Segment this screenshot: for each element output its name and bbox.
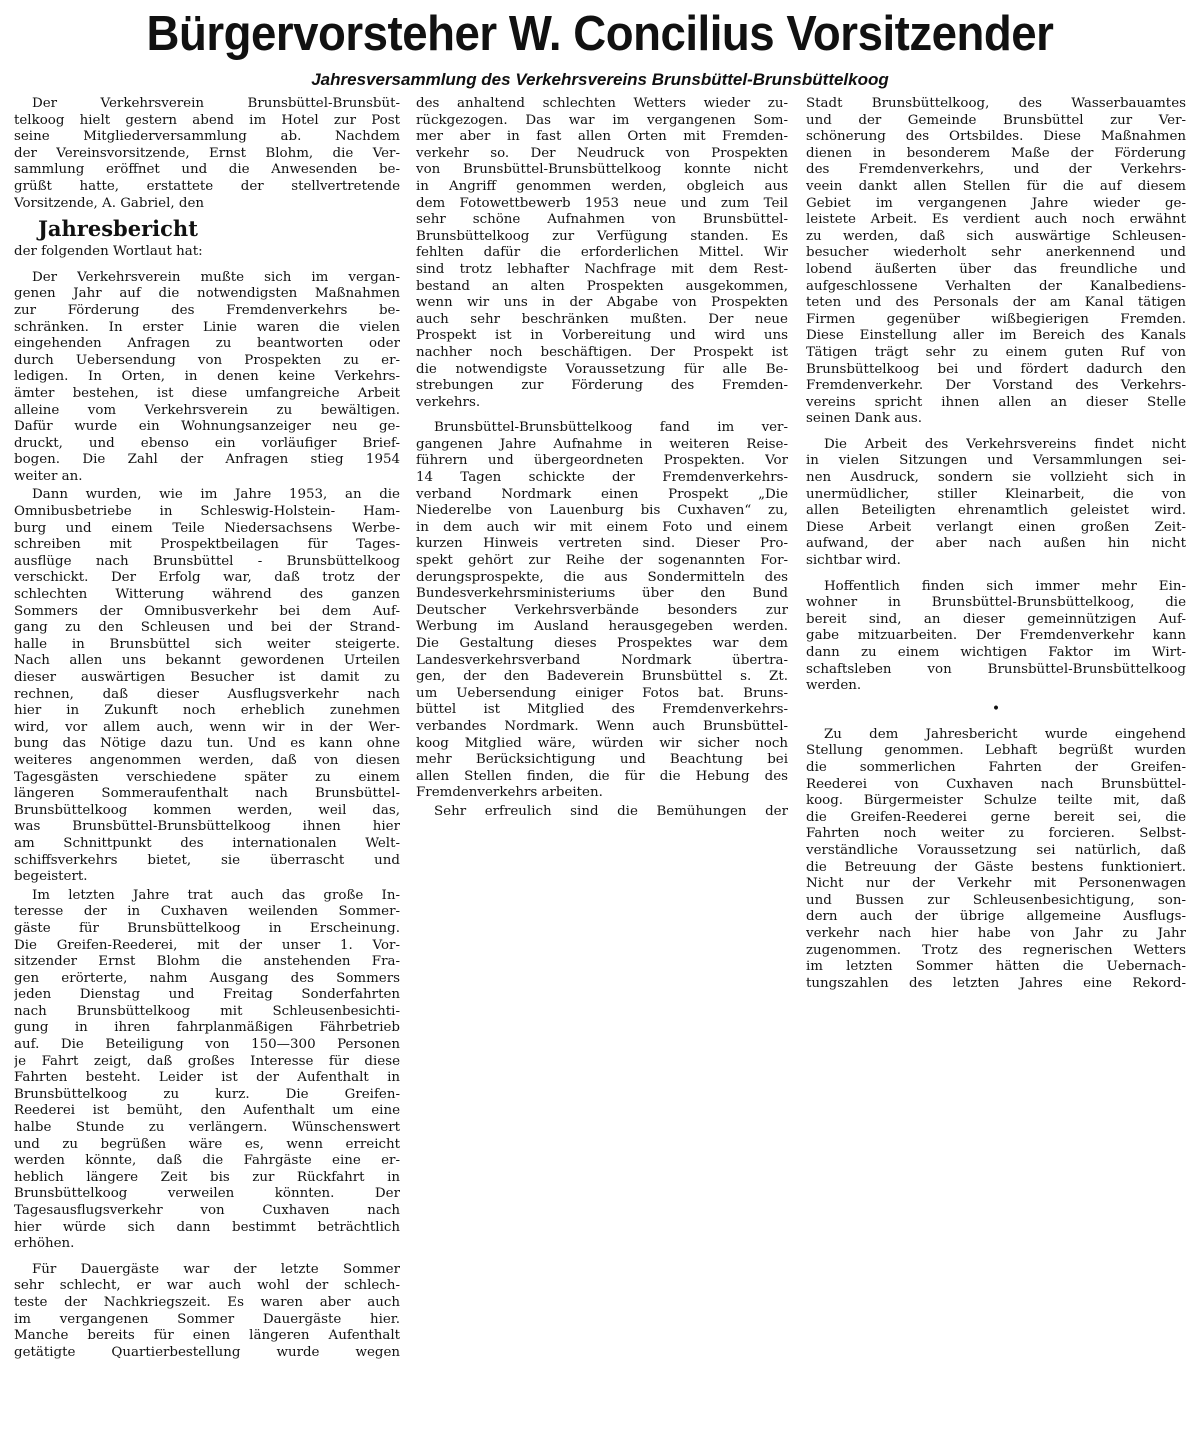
text-line: jeden Dienstag und Freitag Sonderfahrten	[14, 987, 400, 1003]
article-column-3	[806, 96, 1186, 994]
text-line: die notwendigste Voraussetzung für alle Be-	[416, 361, 788, 377]
text-line: rückgezogen. Das war im vergangenen Som-	[416, 112, 788, 128]
text-line: wenn wir uns in der Abgabe von Prospekten	[416, 295, 788, 311]
text-line: Brunsbüttelkoog verweilen könnten. Der	[14, 1186, 400, 1202]
text-line: Omnibusbetriebe in Schleswig-Holstein- Ham-	[14, 504, 400, 520]
text-line: im letzten Sommer hätten die Uebernach-	[806, 959, 1186, 975]
text-line: schönerung des Ortsbildes. Diese Maßnahmen	[806, 129, 1186, 145]
text-line: in Angriff genommen werden, obgleich aus	[416, 178, 788, 194]
paragraph	[14, 888, 400, 1253]
text-line: verband Nordmark einen Prospekt „Die	[416, 486, 788, 502]
text-line: hier in Zukunft noch erheblich zunehmen	[14, 703, 400, 719]
text-line: und Bussen zur Schleusenbesichtigung, son-	[806, 892, 1186, 908]
text-line: wohner in Brunsbüttel-Brunsbüttelkoog, die	[806, 595, 1186, 611]
text-line: teresse der in Cuxhaven weilenden Sommer-	[14, 904, 400, 920]
text-line: koog Mitglied wäre, würden wir sicher noch	[416, 735, 788, 751]
text-line: Brunsbüttelkoog kommen werden, weil das,	[14, 802, 400, 818]
text-line: schreiben mit Prospektbeilagen für Tages-	[14, 537, 400, 553]
section-separator-bullet: •	[991, 700, 1001, 717]
text-line: heblich längere Zeit bis zur Rückfahrt in	[14, 1169, 400, 1185]
text-line: Brunsbüttelkoog bei und fördert dadurch den	[806, 361, 1186, 377]
text-line: der folgenden Wortlaut hat:	[14, 244, 203, 260]
text-line: begeistert.	[14, 869, 88, 885]
text-line: verkehrs.	[416, 394, 481, 410]
text-line: grüßt hatte, erstattete der stellvertretende	[14, 178, 400, 194]
text-line: gangenen Jahre Aufnahme in weiteren Reise-	[416, 436, 788, 452]
article-column-2	[416, 96, 788, 823]
text-line: die Betreuung der Gäste bestens funktioniert.	[806, 859, 1186, 875]
text-line: dann zu einem wichtigen Faktor im Wirt-	[806, 645, 1186, 660]
text-line: verkehr so. Der Neudruck von Prospekten	[416, 145, 788, 161]
text-line: im vergangenen Sommer Dauergäste hier.	[14, 1311, 400, 1327]
text-line: strebungen zur Förderung des Fremden-	[416, 378, 788, 394]
text-line: sehr schöne Aufnahmen von Brunsbüttel-	[416, 212, 788, 228]
text-line: koog. Bürgermeister Schulze teilte mit, daß	[806, 793, 1186, 809]
text-line: Sehr erfreulich sind die Bemühungen der	[434, 803, 788, 819]
text-line: Der Verkehrsverein mußte sich im vergan-	[32, 269, 400, 285]
text-line: Gebiet im vergangenen Jahre wieder ge-	[806, 195, 1186, 211]
text-line: seinen Dank aus.	[806, 411, 922, 427]
text-line: ausflüge nach Brunsbüttel - Brunsbüttelkoog	[14, 553, 400, 569]
text-line: Dafür wurde ein Wohnungsanzeiger neu ge-	[14, 419, 400, 435]
text-line: schlechten Witterung während des ganzen	[14, 587, 400, 603]
text-line: druckt, und ebenso ein vorläufiger Brief-	[14, 435, 400, 451]
text-line: zur Förderung des Fremdenverkehrs be-	[14, 302, 400, 318]
text-line: bestand an alten Prospekten ausgekommen,	[416, 278, 788, 294]
text-line: 14 Tagen schickte der Fremdenverkehrs-	[416, 470, 788, 486]
text-line: Stadt Brunsbüttelkoog, des Wasserbauamtes	[806, 96, 1186, 111]
paragraph	[806, 727, 1186, 993]
paragraph	[14, 244, 400, 261]
text-line: allen Beteiligten ehrenamtlich geleistet wird.	[806, 503, 1186, 519]
text-line: kurzen Hinweis vertreten sind. Dieser Pro-	[416, 536, 788, 552]
text-line: schränken. In erster Linie waren die vielen	[14, 319, 400, 335]
text-line: auch sehr beschränken mußten. Der neue	[416, 311, 788, 327]
text-line: Tagesgästen verschiedene später zu einem	[14, 769, 400, 785]
text-line: die Greifen-Reederei gerne bereit sei, die	[806, 809, 1186, 825]
text-line: durch Uebersendung von Prospekten zu er-	[14, 352, 400, 368]
text-line: Prospekt ist in Vorbereitung und wird uns	[416, 328, 788, 344]
text-line: Fahrten besteht. Leider ist der Aufenthalt in	[14, 1070, 400, 1086]
text-line: Reederei von Cuxhaven nach Brunsbüttel-	[806, 776, 1186, 792]
text-line: weiter an.	[14, 468, 83, 484]
text-line: Fremdenverkehr. Der Vorstand des Verkehrs-	[806, 378, 1186, 394]
article-subheadline: Jahresversammlung des Verkehrsvereins Brunsbüttel-Brunsbüttelkoog	[311, 70, 889, 89]
text-line: Brunsbüttelkoog zu kurz. Die Greifen-	[14, 1086, 400, 1102]
text-line: vereins spricht ihnen allen an dieser Stelle	[806, 394, 1186, 410]
text-line: Nicht nur der Verkehr mit Personenwagen	[806, 876, 1186, 892]
text-line: eingehenden Anfragen zu beantworten oder	[14, 336, 400, 352]
text-line: zugenommen. Trotz des regnerischen Wetters	[806, 942, 1186, 958]
text-line: teste der Nachkriegszeit. Es waren aber auch	[14, 1294, 400, 1310]
text-line: genen Jahr auf die notwendigsten Maßnahmen	[14, 286, 400, 302]
text-line: gabe mitzuarbeiten. Der Fremdenverkehr kann	[806, 628, 1186, 644]
text-line: des anhaltend schlechten Wetters wieder zu-	[416, 96, 788, 111]
text-line: Der Verkehrsverein Brunsbüttel-Brunsbüt-	[32, 96, 400, 111]
text-line: gen, der den Badeverein Brunsbüttel s. Zt.	[416, 669, 788, 685]
text-line: Nach allen uns bekannt gewordenen Urteilen	[14, 653, 400, 669]
text-line: gäste für Brunsbüttelkoog in Erscheinung.	[14, 920, 400, 936]
text-line: Brunsbüttel-Brunsbüttelkoog fand im ver-	[434, 420, 788, 436]
text-line: um Uebersendung einiger Fotos bat. Bruns-	[416, 685, 788, 701]
text-line: von Brunsbüttel-Brunsbüttelkoog konnte nicht	[416, 162, 788, 178]
text-line: bereit sind, an dieser gemeinnützigen Auf-	[806, 611, 1186, 627]
text-line: aufwand, der aber nach außen hin nicht	[806, 536, 1186, 552]
text-line: Sommers der Omnibusverkehr bei dem Auf-	[14, 603, 400, 619]
text-line: teten und des Personals der am Kanal tätigen	[806, 295, 1186, 311]
text-line: halbe Stunde zu verlängern. Wünschenswert	[14, 1120, 400, 1136]
text-line: Stellung genommen. Lebhaft begrüßt wurden	[806, 743, 1186, 759]
text-line: mehr Berücksichtigung und Beachtung bei	[416, 752, 788, 768]
text-line: lobend äußerten über das freundliche und	[806, 261, 1186, 277]
paragraph	[806, 96, 1186, 428]
paragraph	[14, 1262, 400, 1362]
text-line: Reederei ist bemüht, den Aufenthalt um eine	[14, 1103, 400, 1119]
text-line: Die Greifen-Reederei, mit der unser 1. Vor-	[14, 937, 400, 953]
text-line: derungsprospekte, die aus Sondermitteln des	[416, 569, 788, 585]
text-line: Die Arbeit des Verkehrsvereins findet nicht	[824, 436, 1186, 452]
text-line: verbandes Nordmark. Wenn auch Brunsbüttel-	[416, 718, 788, 734]
text-line: Werbung im Ausland herausgegeben werden.	[416, 619, 788, 635]
text-line: je Fahrt zeigt, daß großes Interesse für diese	[14, 1053, 400, 1069]
text-line: sitzender Ernst Blohm die anstehenden Fra-	[14, 954, 400, 970]
text-line: fehlten dafür die erforderlichen Mittel. Wir	[416, 245, 788, 261]
text-line: die sommerlichen Fahrten der Greifen-	[806, 759, 1186, 775]
text-line: tungszahlen des letzten Jahres eine Rekord-	[806, 975, 1186, 991]
text-line: des Fremdenverkehrs, und der Verkehrs-	[806, 162, 1186, 178]
text-line: wird, vor allem auch, wenn wir in der Wer-	[14, 719, 400, 735]
text-line: dieser auswärtigen Besucher ist damit zu	[14, 670, 400, 685]
text-line: telkoog hielt gestern abend im Hotel zur Post	[14, 112, 400, 128]
paragraph	[806, 437, 1186, 570]
text-line: weiteres angenommen werden, daß von diesen	[14, 752, 400, 768]
text-line: der Vereinsvorsitzende, Ernst Blohm, die Ver-	[14, 145, 400, 161]
text-line: aufgeschlossene Verhalten der Kanalbediens-	[806, 278, 1186, 294]
text-line: zu werden, daß sich auswärtige Schleusen-	[806, 228, 1186, 244]
text-line: und zu begrüßen wäre es, wenn erreicht	[14, 1136, 400, 1152]
text-line: bogen. Die Zahl der Anfragen stieg 1954	[14, 452, 400, 468]
text-line: leistete Arbeit. Es verdient auch noch erwähnt	[806, 212, 1186, 228]
text-line: besucher wiederholt sehr anerkennend und	[806, 245, 1186, 261]
text-line: verständliche Voraussetzung sei natürlich, daß	[806, 842, 1186, 858]
text-line: Landesverkehrsverband Nordmark übertra-	[416, 652, 788, 668]
text-line: werden könnte, daß die Fahrgäste eine er-	[14, 1153, 400, 1169]
article-column-1	[14, 96, 400, 1363]
text-line: werden.	[806, 678, 862, 694]
text-line: gang zu den Schleusen und bei der Strand-	[14, 620, 400, 636]
paragraph	[14, 487, 400, 885]
text-line: nen Ausdruck, sondern sie vollzieht sich in	[806, 470, 1186, 486]
text-line: veein dankt allen Stellen für die auf diesem	[806, 178, 1186, 194]
text-line: Die Gestaltung dieses Prospektes war dem	[416, 636, 788, 651]
paragraph	[14, 96, 400, 212]
paragraph	[806, 579, 1186, 695]
text-line: ledigen. In Orten, in denen keine Verkehrs-	[14, 369, 400, 385]
text-line: ämter bestehen, ist diese umfangreiche Arbeit	[14, 385, 400, 401]
text-line: Firmen gegenüber wißbegierigen Fremden.	[806, 311, 1186, 327]
text-line: Tätigen trägt sehr zu einem guten Ruf von	[806, 344, 1186, 360]
section-heading: Jahresbericht	[38, 216, 198, 242]
text-line: allen Stellen finden, die für die Hebung des	[416, 768, 788, 784]
text-line: gung in ihren fahrplanmäßigen Fährbetrieb	[14, 1020, 400, 1036]
text-line: Hoffentlich finden sich immer mehr Ein-	[824, 578, 1186, 594]
text-line: Niederelbe von Lauenburg bis Cuxhaven“ zu,	[416, 503, 788, 519]
text-line: Zu dem Jahresbericht wurde eingehend	[824, 726, 1186, 742]
text-line: Fremdenverkehrs arbeiten.	[416, 785, 603, 801]
text-line: längeren Sommeraufenthalt nach Brunsbüttel-	[14, 786, 400, 802]
article-headline: Bürgervorsteher W. Concilius Vorsitzender	[146, 7, 1054, 61]
text-line: sichtbar wird.	[806, 553, 901, 569]
text-line: mer aber in fast allen Orten mit Fremden-	[416, 129, 788, 145]
text-line: büttel ist Mitglied des Fremdenverkehrs-	[416, 702, 788, 718]
text-line: nachher noch beschäftigen. Der Prospekt ist	[416, 344, 788, 360]
text-line: führern und übergeordneten Prospekten. Vor	[416, 453, 788, 469]
text-line: und der Gemeinde Brunsbüttel zur Ver-	[806, 112, 1186, 128]
text-line: spekt gehört zur Reihe der sogenannten For-	[416, 553, 788, 569]
text-line: Für Dauergäste war der letzte Sommer	[32, 1261, 400, 1277]
text-line: Diese Einstellung aller im Bereich des Kanals	[806, 328, 1186, 344]
text-line: was Brunsbüttel-Brunsbüttelkoog ihnen hier	[14, 819, 400, 835]
text-line: sammlung eröffnet und die Anwesenden be-	[14, 162, 400, 178]
text-line: Vorsitzende, A. Gabriel, den	[14, 195, 205, 211]
text-line: schiffsverkehrs bietet, sie überrascht und	[14, 852, 400, 868]
text-line: dem Fotowettbewerb 1953 neue und zum Teil	[416, 195, 788, 211]
paragraph	[14, 270, 400, 486]
text-line: Manche bereits für einen längeren Aufenthalt	[14, 1328, 400, 1344]
text-line: halle in Brunsbüttel sich weiter steigerte.	[14, 636, 400, 652]
paragraph	[416, 804, 788, 821]
text-line: Bundesverkehrsministeriums über den Bund	[416, 586, 788, 602]
text-line: Tagesausflugsverkehr von Cuxhaven nach	[14, 1203, 400, 1218]
text-line: Fahrten noch weiter zu forcieren. Selbst-	[806, 826, 1186, 842]
paragraph	[416, 96, 788, 411]
paragraph	[416, 420, 788, 802]
text-line: auf. Die Beteiligung von 150—300 Personen	[14, 1037, 400, 1053]
text-line: schaftsleben von Brunsbüttel-Brunsbüttelkoog	[806, 661, 1186, 677]
text-line: gen erörterte, nahm Ausgang des Sommers	[14, 970, 400, 986]
text-line: Dann wurden, wie im Jahre 1953, an die	[32, 487, 400, 503]
text-line: sehr schlecht, er war auch wohl der schlech-	[14, 1278, 400, 1294]
text-line: unermüdlicher, stiller Kleinarbeit, die von	[806, 486, 1186, 502]
text-line: Diese Arbeit verlangt einen großen Zeit-	[806, 519, 1186, 535]
text-line: in dem auch wir mit einem Foto und einem	[416, 519, 788, 535]
text-line: verschickt. Der Erfolg war, daß trotz der	[14, 570, 400, 586]
text-line: dern auch der übrige allgemeine Ausflugs-	[806, 909, 1186, 925]
text-line: Deutscher Verkehrsverbände besonders zur	[416, 602, 788, 618]
text-line: am Schnittpunkt des internationalen Welt-	[14, 835, 400, 851]
text-line: in vielen Sitzungen und Versammlungen sei-	[806, 453, 1186, 469]
text-line: hier würde sich dann bestimmt beträchtlich	[14, 1219, 400, 1235]
text-line: burg und einem Teile Niedersachsens Werbe-	[14, 520, 400, 536]
text-line: alleine vom Verkehrsverein zu bewältigen.	[14, 402, 400, 418]
text-line: bung das Nötige dazu tun. Und es kann ohne	[14, 736, 400, 752]
text-line: seine Mitgliederversammlung ab. Nachdem	[14, 129, 400, 145]
text-line: sind trotz lebhafter Nachfrage mit dem Rest-	[416, 261, 788, 277]
text-line: verkehr nach hier habe von Jahr zu Jahr	[806, 925, 1186, 941]
text-line: Brunsbüttelkoog zur Verfügung standen. Es	[416, 228, 788, 244]
text-line: dienen in besonderem Maße der Förderung	[806, 145, 1186, 161]
text-line: erhöhen.	[14, 1236, 75, 1252]
text-line: rechnen, daß dieser Ausflugsverkehr nach	[14, 686, 400, 702]
text-line: nach Brunsbüttelkoog mit Schleusenbesichti-	[14, 1003, 400, 1019]
text-line: Im letzten Jahre trat auch das große In-	[32, 887, 400, 903]
text-line: getätigte Quartierbestellung wurde wegen	[14, 1344, 400, 1360]
